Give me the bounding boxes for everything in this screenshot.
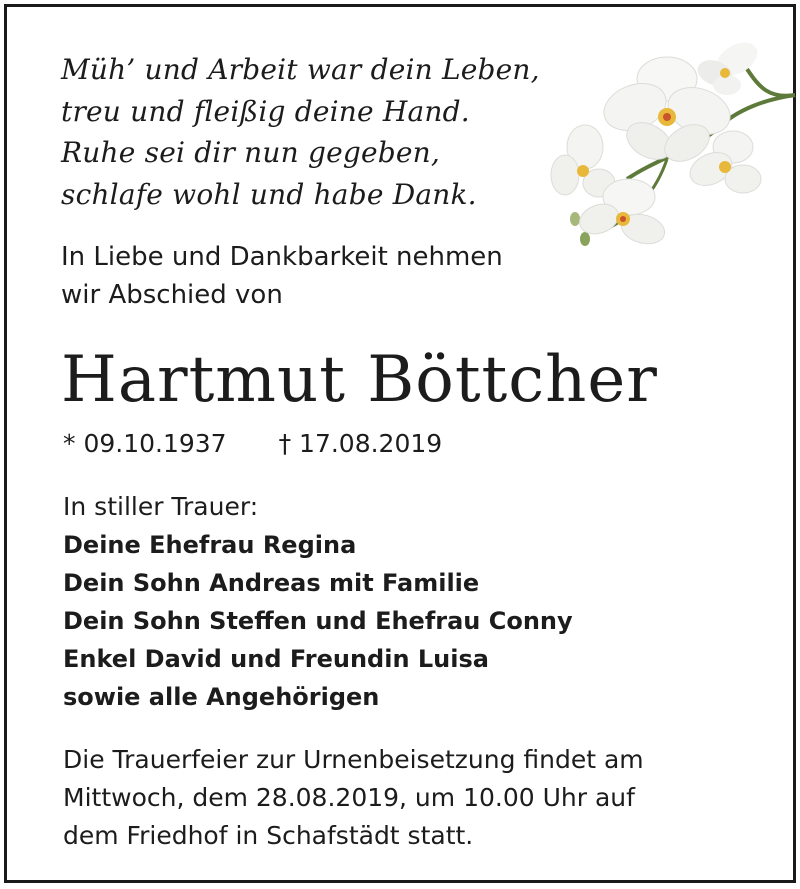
service-line: Die Trauerfeier zur Urnenbeisetzung findet am — [63, 745, 644, 774]
deceased-name: Hartmut Böttcher — [61, 343, 658, 417]
intro-line: wir Abschied von — [61, 280, 283, 310]
mourners-list — [63, 526, 573, 716]
service-line: Mittwoch, dem 28.08.2019, um 10.00 Uhr auf — [63, 783, 635, 812]
service-info — [63, 741, 644, 855]
service-line: dem Friedhof in Schafstädt statt. — [63, 821, 474, 850]
mourner-item: Enkel David und Freundin Luisa — [63, 645, 489, 673]
mourner-item: Dein Sohn Andreas mit Familie — [63, 569, 480, 597]
verse-line: Ruhe sei dir nun gegeben, — [61, 136, 440, 169]
birth-date: * 09.10.1937 — [63, 429, 227, 458]
verse-line: schlafe wohl und habe Dank. — [61, 177, 477, 211]
mourner-item: sowie alle Angehörigen — [63, 683, 380, 711]
verse-line: treu und fleißig deine Hand. — [61, 94, 470, 128]
intro-text — [61, 238, 503, 314]
memorial-verse — [61, 49, 540, 215]
intro-line: In Liebe und Dankbarkeit nehmen — [61, 242, 503, 272]
verse-line: Müh’ und Arbeit war dein Leben, — [61, 53, 540, 86]
mourner-item: Dein Sohn Steffen und Ehefrau Conny — [63, 607, 573, 635]
white-orchid-icon — [547, 29, 800, 259]
mourners-heading: In stiller Trauer: — [63, 492, 259, 521]
life-dates — [63, 427, 442, 461]
obituary-frame — [4, 4, 796, 883]
death-date: † 17.08.2019 — [278, 429, 443, 458]
mourner-item: Deine Ehefrau Regina — [63, 531, 357, 559]
